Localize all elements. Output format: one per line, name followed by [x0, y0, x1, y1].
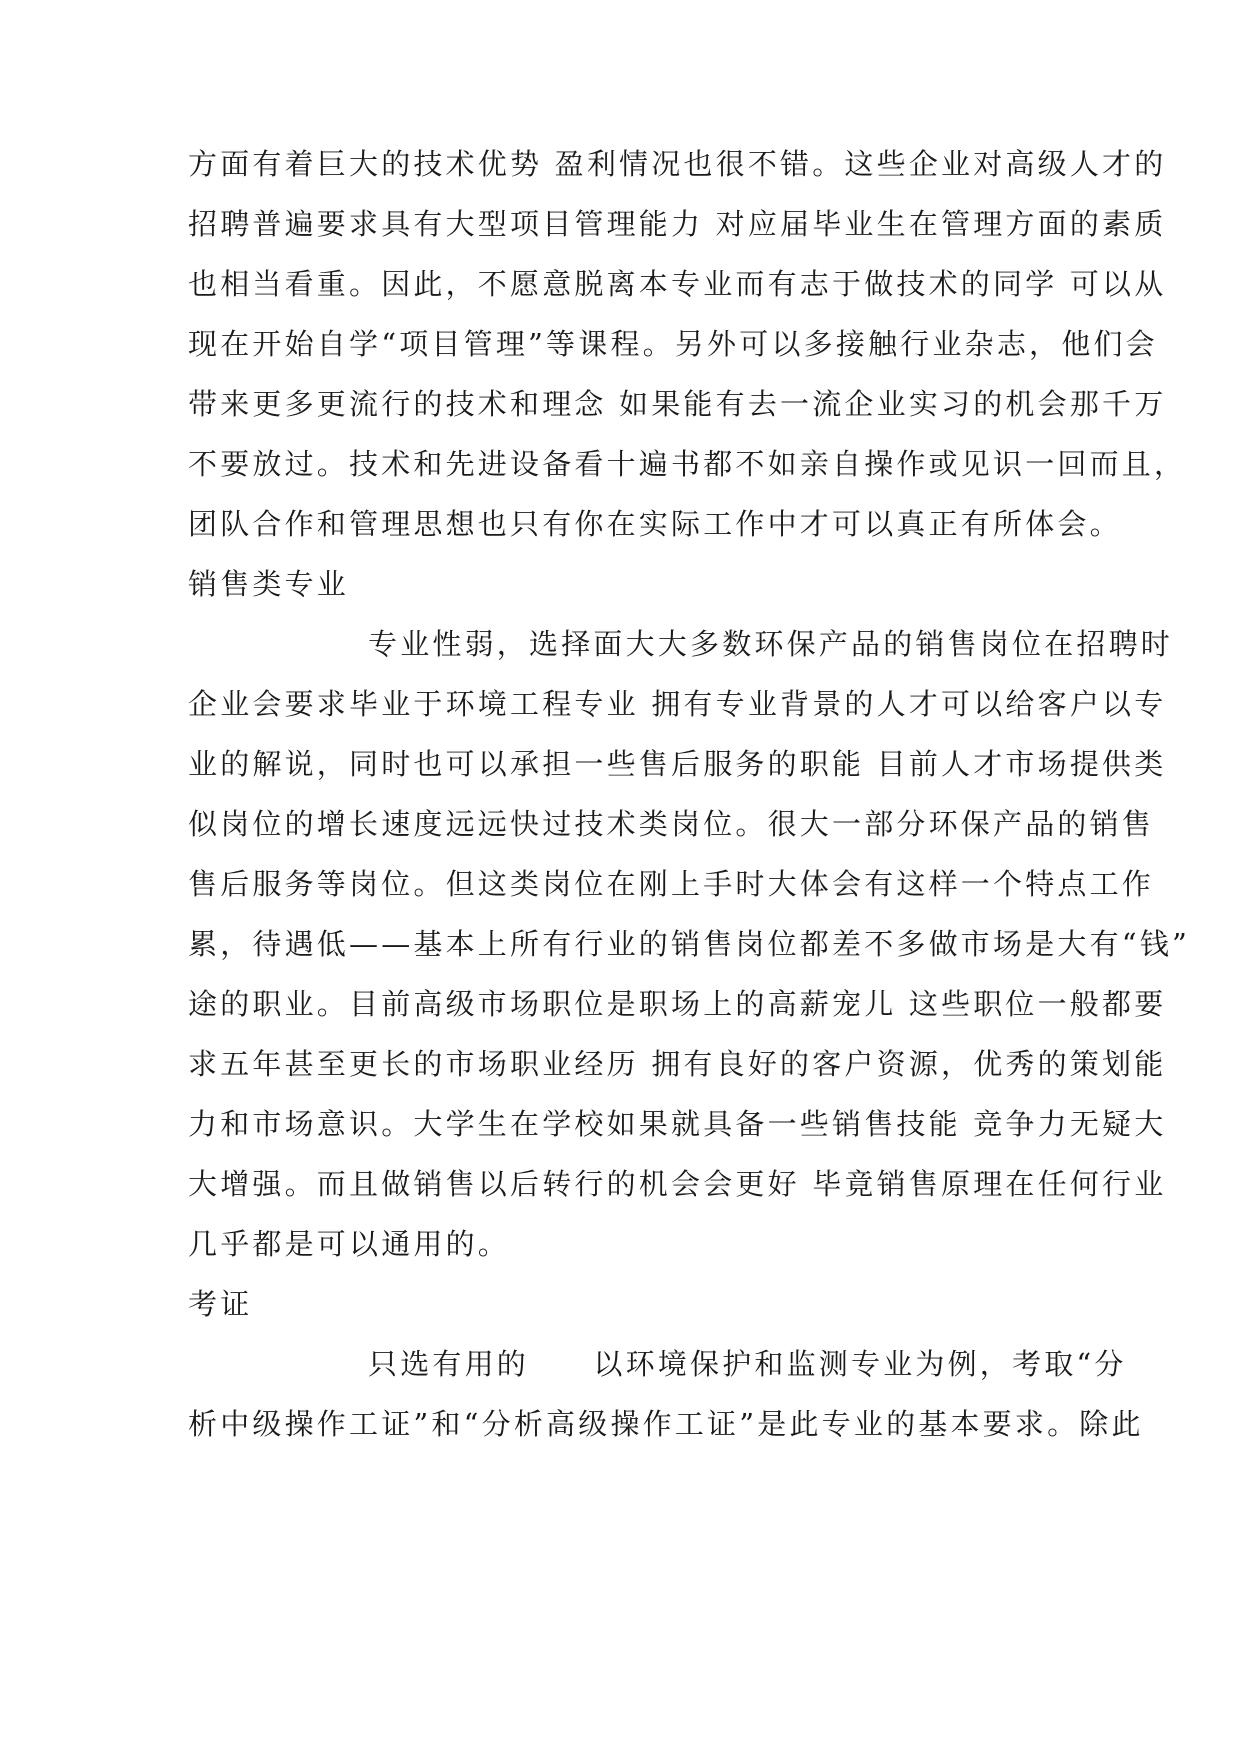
paragraph-line: 方面有着巨大的技术优势 盈利情况也很不错。这些企业对高级人才的	[188, 147, 1167, 181]
paragraph-line: 也相当看重。因此，不愿意脱离本专业而有志于做技术的同学 可以从	[188, 267, 1167, 301]
paragraph-line: 售后服务等岗位。但这类岗位在刚上手时大体会有这样一个特点工作	[188, 867, 1155, 901]
paragraph-line: 团队合作和管理思想也只有你在实际工作中才可以真正有所体会。	[188, 507, 1122, 541]
paragraph-line: 带来更多更流行的技术和理念 如果能有去一流企业实习的机会那千万	[188, 387, 1167, 421]
section-heading-sales: 销售类专业	[188, 567, 350, 601]
section-heading-certification: 考证	[188, 1287, 253, 1321]
paragraph-line: 累，待遇低——基本上所有行业的销售岗位都差不多做市场是大有“钱”	[188, 927, 1191, 961]
paragraph-line: 似岗位的增长速度远远快过技术类岗位。很大一部分环保产品的销售	[188, 807, 1155, 841]
paragraph-line: 大增强。而且做销售以后转行的机会会更好 毕竟销售原理在任何行业	[188, 1167, 1167, 1201]
paragraph-line: 现在开始自学“项目管理”等课程。另外可以多接触行业杂志，他们会	[188, 327, 1158, 361]
paragraph-line: 企业会要求毕业于环境工程专业 拥有专业背景的人才可以给客户以专	[188, 687, 1167, 721]
paragraph-line: 力和市场意识。大学生在学校如果就具备一些销售技能 竞争力无疑大	[188, 1107, 1167, 1141]
paragraph-line-indented: 只选有用的 以环境保护和监测专业为例，考取“分	[368, 1347, 1127, 1381]
paragraph-line: 不要放过。技术和先进设备看十遍书都不如亲自操作或见识一回而且，	[188, 447, 1187, 481]
paragraph-line: 求五年甚至更长的市场职业经历 拥有良好的客户资源，优秀的策划能	[188, 1047, 1167, 1081]
paragraph-line: 业的解说，同时也可以承担一些售后服务的职能 目前人才市场提供类	[188, 747, 1167, 781]
paragraph-line-indented: 专业性弱，选择面大大多数环保产品的销售岗位在招聘时	[368, 627, 1174, 661]
paragraph-line: 招聘普遍要求具有大型项目管理能力 对应届毕业生在管理方面的素质	[188, 207, 1167, 241]
paragraph-line: 几乎都是可以通用的。	[188, 1227, 511, 1261]
paragraph-line: 途的职业。目前高级市场职位是职场上的高薪宠儿 这些职位一般都要	[188, 987, 1167, 1021]
paragraph-line: 析中级操作工证”和“分析高级操作工证”是此专业的基本要求。除此	[188, 1407, 1144, 1441]
